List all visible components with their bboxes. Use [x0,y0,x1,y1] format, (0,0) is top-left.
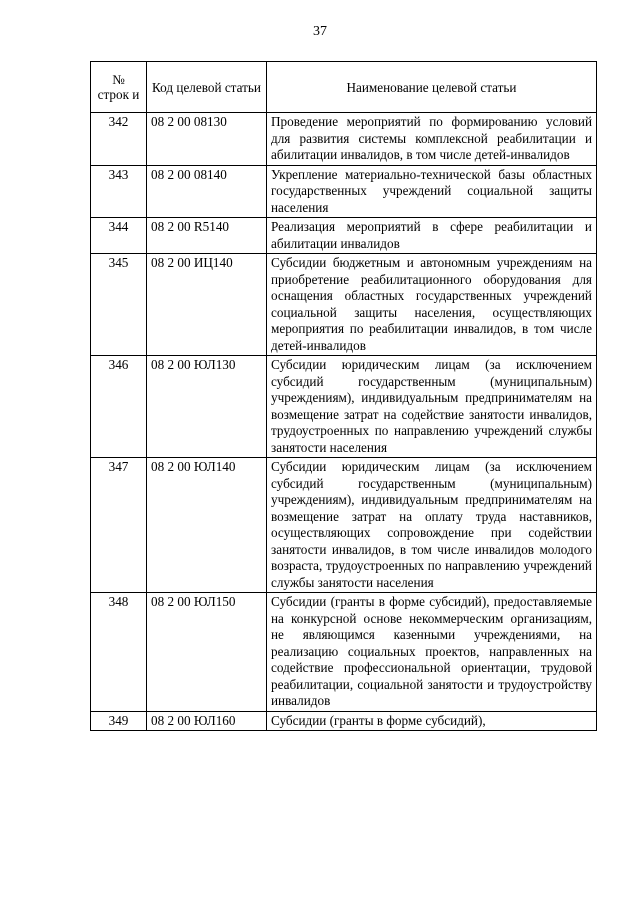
page-number: 37 [313,24,327,39]
header-name: Наименование целевой статьи [267,62,597,113]
table-row [91,218,597,254]
row-name: Субсидии бюджетным и автономным учреждениям на приобретение реабилитационного оборудования для оснащения областных государственных учреждений социальной защиты населения, осуществляющих мероприятия по реабилитации инвалидов, в том числе детей-инвалидов [267,254,597,356]
row-number: 344 [91,218,147,254]
table-row [91,711,597,731]
row-number: 347 [91,458,147,593]
table-row [91,593,597,712]
table-row [91,113,597,166]
row-name: Субсидии юридическим лицам (за исключением субсидий государственным (муниципальным) учреждениям), индивидуальным предпринимателям на возмещение затрат на оплату труда наставников, осуществляющих сопровождение при содействии занятости инвалидов, в том числе инвалидов молодого возраста, трудоустроенных по направлению учреждений службы занятости населения [267,458,597,593]
table-row [91,458,597,593]
row-name: Субсидии юридическим лицам (за исключением субсидий государственным (муниципальным) учреждениям), индивидуальным предпринимателям на возмещение затрат на содействие занятости инвалидов, трудоустроенных по направлению учреждений службы занятости населения [267,356,597,458]
row-code: 08 2 00 R5140 [147,218,267,254]
table-row [91,254,597,356]
row-name: Реализация мероприятий в сфере реабилитации и абилитации инвалидов [267,218,597,254]
target-articles-table [90,61,597,731]
row-name: Субсидии (гранты в форме субсидий), [267,711,597,731]
row-code: 08 2 00 08130 [147,113,267,166]
row-code: 08 2 00 ЮЛ140 [147,458,267,593]
row-name: Укрепление материально-технической базы областных государственных учреждений социальной защиты населения [267,165,597,218]
table-row [91,356,597,458]
header-row-number: № строк и [91,62,147,113]
header-code: Код целевой статьи [147,62,267,113]
row-code: 08 2 00 ЮЛ130 [147,356,267,458]
table-row [91,165,597,218]
row-number: 346 [91,356,147,458]
row-number: 345 [91,254,147,356]
row-number: 343 [91,165,147,218]
row-name: Проведение мероприятий по формированию условий для развития системы комплексной реабилитации и абилитации инвалидов, в том числе детей-инвалидов [267,113,597,166]
row-number: 348 [91,593,147,712]
row-code: 08 2 00 ЮЛ160 [147,711,267,731]
row-name: Субсидии (гранты в форме субсидий), предоставляемые на конкурсной основе некоммерческим организациям, не являющимся казенными учреждениями, на реализацию социальных проектов, направленных на содействие профессиональной ориентации, трудовой реабилитации, социальной занятости и трудоустройству инвалидов [267,593,597,712]
row-number: 342 [91,113,147,166]
row-code: 08 2 00 ЮЛ150 [147,593,267,712]
row-number: 349 [91,711,147,731]
row-code: 08 2 00 08140 [147,165,267,218]
table-header-row [91,62,597,113]
row-code: 08 2 00 ИЦ140 [147,254,267,356]
